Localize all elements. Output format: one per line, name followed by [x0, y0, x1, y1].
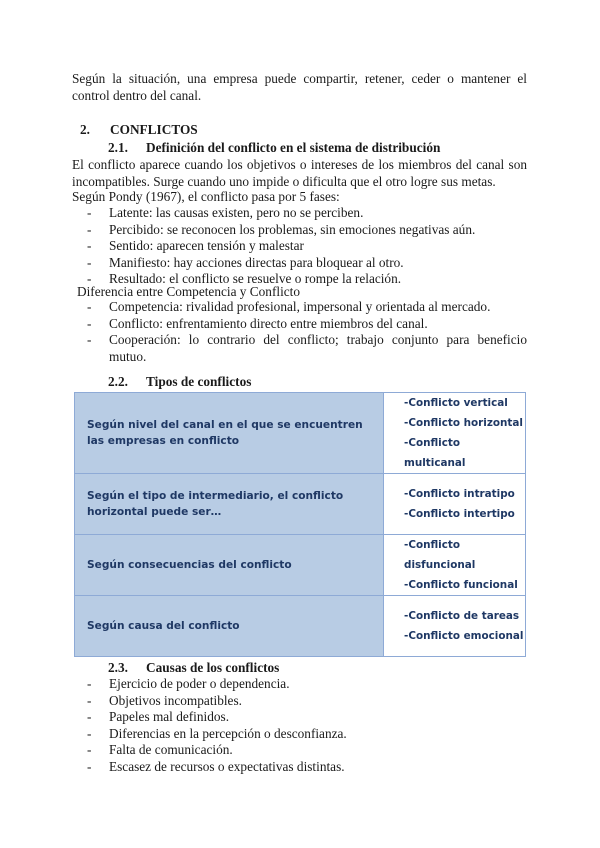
table-row: [75, 393, 526, 474]
list-item: - Cooperación: lo contrario del conflicto; trabajo conjunto para beneficio mutuo.: [87, 332, 527, 365]
type-item: -Conflicto de tareas: [404, 610, 520, 622]
type-item: -Conflicto multicanal: [404, 437, 466, 469]
difference-label: Diferencia entre Competencia y Conflicto: [77, 284, 301, 299]
section-title: CONFLICTOS: [110, 122, 198, 137]
type-item: -Conflicto vertical: [404, 397, 508, 409]
causes-list: [87, 676, 527, 775]
subsection-heading-2-1: [108, 140, 440, 156]
list-item: - Conflicto: enfrentamiento directo entre miembros del canal.: [87, 316, 527, 333]
type-item: -Conflicto horizontal: [404, 417, 523, 429]
type-item: -Conflicto intratipo: [404, 488, 515, 500]
subsection-heading-2-3: [108, 660, 279, 676]
subsection-number: 2.1.: [108, 140, 128, 155]
criterion-cell: Según nivel del canal en el que se encuentren las empresas en conflicto: [75, 393, 384, 474]
list-item: - Resultado: el conflicto se resuelve o rompe la relación.: [87, 271, 527, 288]
subsection-title: Causas de los conflictos: [146, 660, 280, 675]
types-cell: [384, 535, 526, 596]
subsection-number: 2.2.: [108, 374, 128, 389]
list-item: - Objetivos incompatibles.: [87, 693, 527, 710]
subsection-title: Definición del conflicto en el sistema de distribución: [146, 140, 441, 155]
table-row: [75, 535, 526, 596]
criterion-cell: Según el tipo de intermediario, el conflicto horizontal puede ser…: [75, 474, 384, 535]
type-item: -Conflicto funcional: [404, 579, 518, 591]
conflict-types-table: [74, 392, 526, 657]
section-number: 2.: [80, 122, 90, 137]
types-cell: [384, 474, 526, 535]
table-row: [75, 474, 526, 535]
list-item: - Ejercicio de poder o dependencia.: [87, 676, 527, 693]
definition-paragraph: El conflicto aparece cuando los objetivos o intereses de los miembros del canal son incompatibles. Surge cuando uno impide o dificulta que el otro logre sus metas.: [72, 157, 527, 189]
list-item: - Escasez de recursos o expectativas distintas.: [87, 759, 527, 776]
pondy-line: Según Pondy (1967), el conflicto pasa por 5 fases:: [72, 189, 340, 204]
table-row: [75, 596, 526, 657]
type-item: -Conflicto intertipo: [404, 508, 515, 520]
subsection-number: 2.3.: [108, 660, 128, 675]
list-item: - Competencia: rivalidad profesional, impersonal y orientada al mercado.: [87, 299, 527, 316]
types-cell: [384, 393, 526, 474]
list-item: - Papeles mal definidos.: [87, 709, 527, 726]
list-item: - Sentido: aparecen tensión y malestar: [87, 238, 527, 255]
phases-list: [87, 205, 527, 288]
list-item: - Latente: las causas existen, pero no se perciben.: [87, 205, 527, 222]
list-item: - Percibido: se reconocen los problemas, sin emociones negativas aún.: [87, 222, 527, 239]
types-cell: [384, 596, 526, 657]
subsection-heading-2-2: [108, 374, 251, 390]
differences-list: [87, 299, 527, 365]
type-item: -Conflicto disfuncional: [404, 539, 476, 571]
subsection-title: Tipos de conflictos: [146, 374, 252, 389]
intro-paragraph: Según la situación, una empresa puede compartir, retener, ceder o mantener el control dentro del canal.: [72, 71, 527, 103]
criterion-cell: Según causa del conflicto: [75, 596, 384, 657]
list-item: - Falta de comunicación.: [87, 742, 527, 759]
list-item: - Diferencias en la percepción o desconfianza.: [87, 726, 527, 743]
list-item: - Manifiesto: hay acciones directas para bloquear al otro.: [87, 255, 527, 272]
section-heading-conflictos: [80, 122, 198, 138]
type-item: -Conflicto emocional: [404, 630, 524, 642]
criterion-cell: Según consecuencias del conflicto: [75, 535, 384, 596]
